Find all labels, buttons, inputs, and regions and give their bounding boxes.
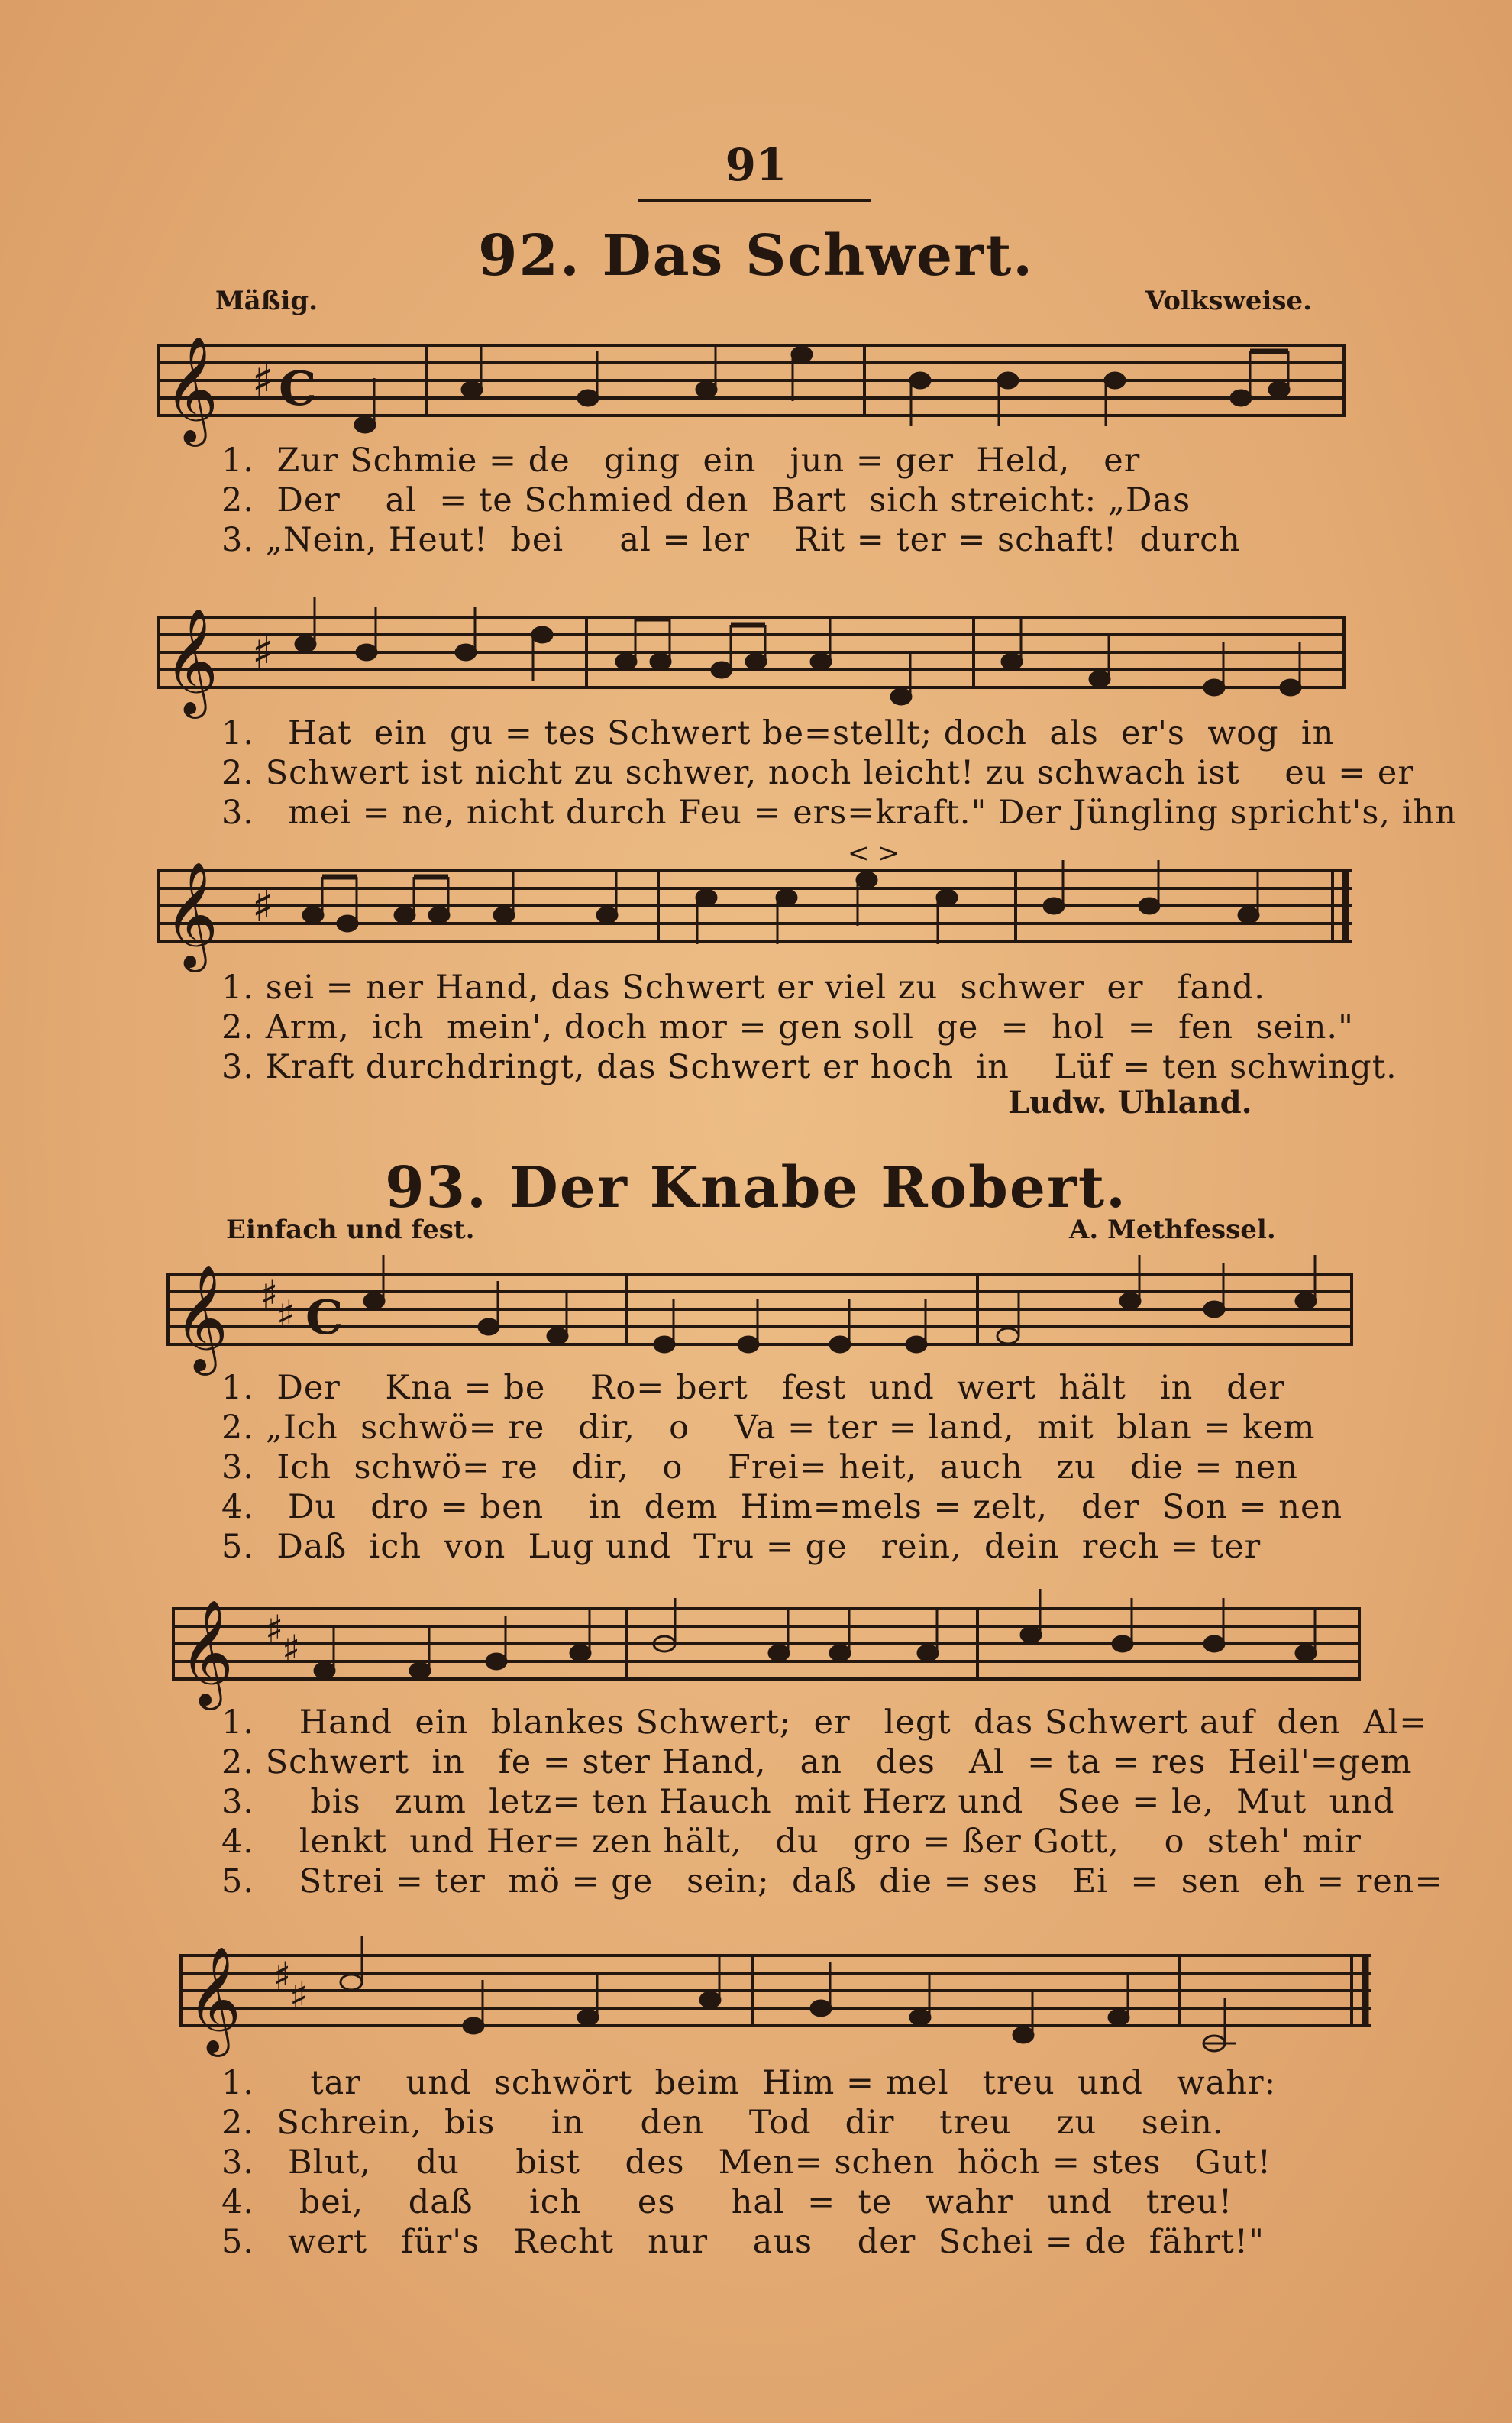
song-92-system-1-verse-2: 2. Der al = te Schmied den Bart sich streicht: „Das bbox=[221, 481, 1191, 519]
song-92-author: Ludw. Uhland. bbox=[1008, 1085, 1252, 1121]
song-93-system-3-verse-2: 2. Schrein, bis in den Tod dir treu zu sein. bbox=[221, 2104, 1224, 2142]
svg-text:𝄞: 𝄞 bbox=[164, 608, 218, 714]
svg-text:♯: ♯ bbox=[282, 1626, 301, 1671]
song-93-system-2-verse-2: 2. Schwert in fe = ster Hand, an des Al = ta = res Heil'=gem bbox=[221, 1743, 1413, 1781]
song-92-system-2-verse-2: 2. Schwert ist nicht zu schwer, noch leicht! zu schwach ist eu = er bbox=[221, 754, 1414, 792]
key-signature-sharp-icon: ♯ bbox=[252, 354, 274, 406]
song-93-system-1-verse-4: 4. Du dro = ben in dem Him=mels = zelt, der Son = nen bbox=[221, 1488, 1343, 1526]
song-93-system-1-verse-5: 5. Daß ich von Lug und Tru = ge rein, dein rech = ter bbox=[221, 1528, 1262, 1566]
svg-text:♯: ♯ bbox=[252, 880, 274, 932]
staff-lines bbox=[157, 345, 1346, 416]
song-92-tempo: Mäßig. bbox=[215, 286, 318, 316]
song-93-system-3-verse-3: 3. Blut, du bist des Men= schen höch = stes Gut! bbox=[221, 2143, 1271, 2182]
song-92-system-2-verse-1: 1. Hat ein gu = tes Schwert be=stellt; doch als er's wog in bbox=[221, 714, 1335, 752]
svg-text:C: C bbox=[305, 1289, 344, 1345]
song-92-system-2-verse-3: 3. mei = ne, nicht durch Feu = ers=kraft." Der Jüngling spricht's, ihn bbox=[221, 794, 1457, 832]
svg-text:𝄞: 𝄞 bbox=[187, 1946, 241, 2053]
song-93-tempo: Einfach und fest. bbox=[226, 1215, 475, 1245]
song-93-system-2-verse-1: 1. Hand ein blankes Schwert; er legt das Schwert auf den Al= bbox=[221, 1703, 1428, 1742]
song-92-title: 92. Das Schwert. bbox=[477, 223, 1035, 289]
page-number-rule bbox=[638, 199, 871, 202]
song-92-system-3-verse-2: 2. Arm, ich mein', doch mor = gen soll ge = hol = fen sein." bbox=[221, 1008, 1354, 1047]
song-92-system-1-verse-3: 3. „Nein, Heut! bei al = ler Rit = ter = schaft! durch bbox=[221, 521, 1241, 559]
song-93-title: 93. Der Knabe Robert. bbox=[385, 1155, 1127, 1221]
song-93-system-1-verse-1: 1. Der Kna = be Ro= bert fest und wert hält in der bbox=[221, 1369, 1285, 1407]
song-92-system-1-verse-1: 1. Zur Schmie = de ging ein jun = ger Held, er bbox=[221, 442, 1141, 480]
song-93-system-2-verse-4: 4. lenkt und Her= zen hält, du gro = ßer Gott, o steh' mir bbox=[221, 1823, 1362, 1861]
song-92-melody-source: Volksweise. bbox=[1145, 286, 1312, 316]
svg-text:𝄞: 𝄞 bbox=[174, 1265, 228, 1371]
treble-clef-icon: 𝄞 bbox=[164, 336, 218, 442]
svg-text:♯: ♯ bbox=[276, 1292, 296, 1337]
svg-text:𝄞: 𝄞 bbox=[164, 862, 218, 968]
svg-text:♯: ♯ bbox=[260, 1272, 279, 1317]
song-93-system-2-verse-3: 3. bis zum letz= ten Hauch mit Herz und See = le, Mut und bbox=[221, 1783, 1395, 1821]
page-number: 91 bbox=[725, 139, 787, 191]
song-93-system-1-verse-2: 2. „Ich schwö= re dir, o Va = ter = land, mit blan = kem bbox=[221, 1409, 1316, 1447]
svg-text:♯: ♯ bbox=[273, 1953, 292, 1998]
svg-text:𝄞: 𝄞 bbox=[179, 1600, 234, 1706]
song-93-system-2-verse-5: 5. Strei = ter mö = ge sein; daß die = ses Ei = sen eh = ren= bbox=[221, 1862, 1443, 1901]
svg-text:♯: ♯ bbox=[289, 1973, 309, 2018]
song-92-system-3-verse-3: 3. Kraft durchdringt, das Schwert er hoch in Lüf = ten schwingt. bbox=[221, 1048, 1397, 1086]
svg-text:♯: ♯ bbox=[252, 626, 274, 678]
song-93-system-3-verse-4: 4. bei, daß ich es hal = te wahr und treu! bbox=[221, 2183, 1233, 2221]
song-93-system-3-verse-1: 1. tar und schwört beim Him = mel treu und wahr: bbox=[221, 2064, 1277, 2102]
notes bbox=[355, 344, 1289, 432]
common-time-icon: C bbox=[279, 361, 317, 416]
song-93-system-3-verse-5: 5. wert für's Recht nur aus der Schei = de fährt!" bbox=[221, 2223, 1265, 2261]
song-93-composer: A. Methfessel. bbox=[1069, 1215, 1276, 1245]
song-92-system-3-verse-1: 1. sei = ner Hand, das Schwert er viel zu schwer er fand. bbox=[221, 969, 1265, 1007]
svg-text:♯: ♯ bbox=[265, 1606, 284, 1651]
song-93-system-1-verse-3: 3. Ich schwö= re dir, o Frei= heit, auch zu die = nen bbox=[221, 1448, 1298, 1486]
crescendo-decrescendo-icon: < > bbox=[848, 838, 900, 869]
